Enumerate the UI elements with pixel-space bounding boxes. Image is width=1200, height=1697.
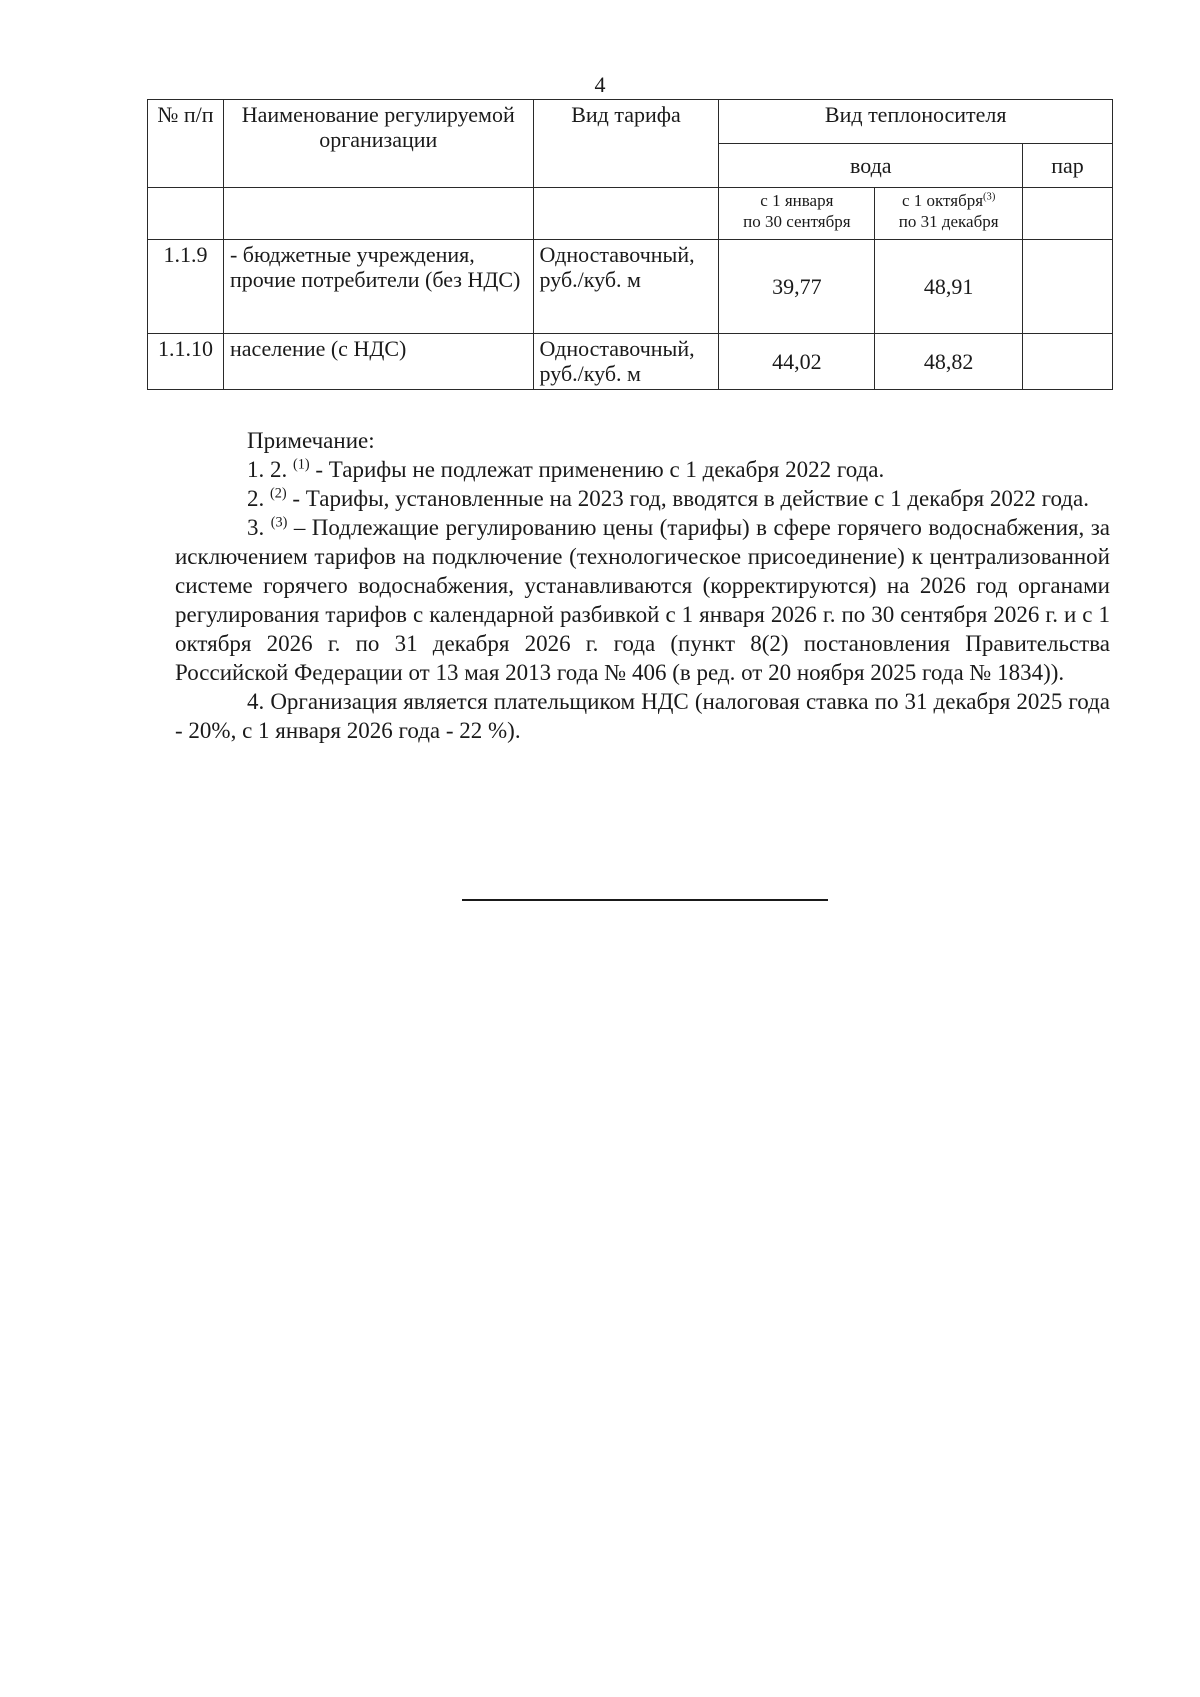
- row-value-period-2: 48,91: [875, 240, 1023, 334]
- row-num: 1.1.9: [148, 240, 224, 334]
- note-text: - Тарифы, установленные на 2023 год, вводятся в действие с 1 декабря 2022 года.: [286, 486, 1089, 511]
- header-period-2: [875, 188, 1023, 240]
- header-period-1: [719, 188, 875, 240]
- row-value-period-1: 44,02: [719, 334, 875, 390]
- period-1-line-1: с 1 января: [760, 191, 834, 210]
- table-row: [148, 240, 1113, 334]
- row-value-period-2: 48,82: [875, 334, 1023, 390]
- table-row: [148, 334, 1113, 390]
- note-prefix: 2.: [247, 486, 270, 511]
- row-tariff: Одноставочный, руб./куб. м: [533, 240, 719, 334]
- period-2-line-1: с 1 октября: [901, 191, 984, 210]
- note-footnote-mark: (1): [293, 456, 310, 473]
- note-item: [175, 687, 1110, 745]
- row-num: 1.1.10: [148, 334, 224, 390]
- note-item: [175, 455, 1110, 484]
- period-2-footnote-mark: (3): [983, 191, 996, 203]
- row-organization: население (с НДС): [223, 334, 533, 390]
- header-tariff-type: Вид тарифа: [533, 100, 719, 188]
- note-prefix: 3.: [247, 515, 271, 540]
- header-num: № п/п: [148, 100, 224, 188]
- row-value-period-1: 39,77: [719, 240, 875, 334]
- table-subheader-row: [148, 188, 1113, 240]
- table-header-row: [148, 100, 1113, 144]
- empty-cell: [1023, 188, 1113, 240]
- empty-cell: [148, 188, 224, 240]
- note-prefix: 4.: [247, 689, 271, 714]
- header-water: вода: [719, 144, 1023, 188]
- page-number: 4: [594, 72, 606, 97]
- note-text: - Тарифы не подлежат применению с 1 декабря 2022 года.: [309, 457, 885, 482]
- note-text: – Подлежащие регулированию цены (тарифы) в сфере горячего водоснабжения, за исключением тарифов на подключение (технологическое присоединение) к централизованной системе горячего водоснабжения, устанавливаются (корректируются) на 2026 год органами регулирования тарифов с календарной разбивкой с 1 января 2026 г. по 30 сентября 2026 г. и с 1 октября 2026 г. по 31 декабря 2026 г. года (пункт 8(2) постановления Правительства Российской Федерации от 13 мая 2013 года № 406 (в ред. от 20 ноября 2025 года № 1834)).: [175, 515, 1111, 685]
- note-text: Организация является плательщиком НДС (налоговая ставка по 31 декабря 2025 года - 20%, с 1 января 2026 года - 22 %).: [175, 689, 1111, 743]
- empty-cell: [533, 188, 719, 240]
- header-organization: Наименование регулируемой организации: [223, 100, 533, 188]
- header-steam: пар: [1023, 144, 1113, 188]
- row-value-steam: [1023, 334, 1113, 390]
- header-heat-carrier: Вид теплоносителя: [719, 100, 1113, 144]
- row-value-steam: [1023, 240, 1113, 334]
- note-footnote-mark: (3): [270, 514, 288, 531]
- empty-cell: [223, 188, 533, 240]
- period-2-line-2: по 31 декабря: [898, 212, 999, 232]
- note-prefix: 1. 2.: [247, 457, 293, 482]
- closing-rule: [462, 899, 828, 901]
- note-footnote-mark: (2): [270, 485, 287, 502]
- note-item: [175, 484, 1110, 513]
- notes-title: Примечание:: [247, 428, 375, 453]
- notes-section: [175, 426, 1110, 745]
- period-1-line-2: по 30 сентября: [743, 212, 851, 232]
- row-tariff: Одноставочный, руб./куб. м: [533, 334, 719, 390]
- tariff-table: [147, 99, 1113, 390]
- note-item: [175, 513, 1110, 687]
- row-organization: - бюджетные учреждения, прочие потребители (без НДС): [223, 240, 533, 334]
